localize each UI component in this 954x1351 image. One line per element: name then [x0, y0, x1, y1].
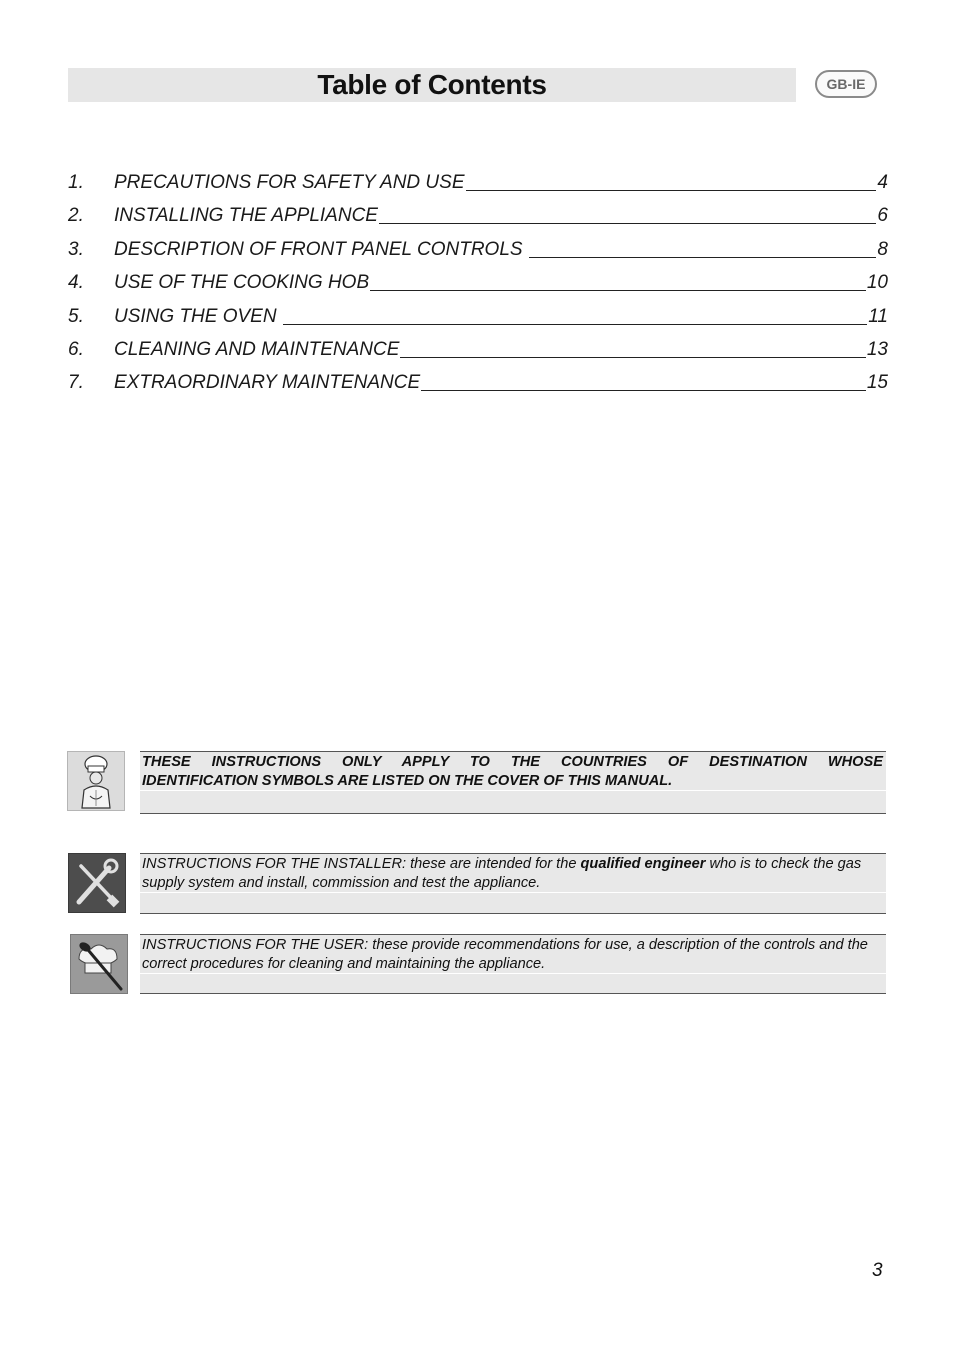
toc-leader-line — [370, 290, 866, 291]
toc-entry-number: 2. — [68, 205, 84, 227]
page-title: Table of Contents — [317, 69, 547, 100]
destination-notice — [140, 751, 886, 814]
toc-entry-number: 6. — [68, 338, 84, 360]
destination-notice-line2: IDENTIFICATION SYMBOLS ARE LISTED ON THE COVER OF THIS MANUAL. — [142, 773, 673, 789]
installer-text-before: INSTRUCTIONS FOR THE INSTALLER: these are intended for the — [142, 856, 581, 872]
toc-entry-label: USE OF THE COOKING HOB — [114, 272, 370, 294]
toc-entry[interactable] — [68, 272, 888, 305]
destination-notice-line1: THESE INSTRUCTIONS ONLY APPLY TO THE COUNTRIES OF DESTINATION WHOSE — [142, 754, 883, 770]
toc-entry-label: DESCRIPTION OF FRONT PANEL CONTROLS — [114, 238, 528, 260]
toc-entry[interactable] — [68, 372, 888, 405]
toc-leader-line — [379, 223, 876, 224]
toc-entry[interactable] — [68, 239, 888, 272]
toc-entry-page: 4 — [877, 172, 888, 193]
toc-entry-label: USING THE OVEN — [114, 305, 282, 327]
toc-entry-number: 7. — [68, 372, 84, 394]
toc-leader-line — [466, 190, 877, 191]
wrench-screwdriver-icon — [68, 853, 126, 913]
installer-text-after: who is to check the gas supply system and install, commission and test the appliance. — [142, 856, 862, 891]
toc-leader-line — [421, 390, 866, 391]
language-badge: GB-IE — [815, 70, 877, 98]
toc-entry-page: 13 — [866, 338, 888, 360]
page-number: 3 — [872, 1260, 883, 1281]
toc-entry-page: 15 — [866, 372, 888, 394]
toc-entry-number: 4. — [68, 272, 84, 294]
user-notice-text: INSTRUCTIONS FOR THE USER: these provide recommendations for use, a description of the controls and the correct procedures for cleaning and maintaining the appliance. — [142, 937, 868, 972]
toc-entry-number: 1. — [68, 172, 84, 193]
destination-notice-text — [140, 752, 886, 791]
installer-notice-text — [140, 854, 886, 893]
toc-entry[interactable] — [68, 339, 888, 372]
table-of-contents — [68, 172, 888, 406]
toc-entry-label: INSTALLING THE APPLIANCE — [114, 205, 378, 227]
toc-entry-label: PRECAUTIONS FOR SAFETY AND USE — [114, 172, 465, 193]
divider — [140, 892, 886, 893]
toc-entry-page: 10 — [866, 272, 888, 294]
divider — [140, 973, 886, 974]
toc-entry-page: 8 — [877, 238, 888, 260]
installer-notice — [140, 853, 886, 914]
toc-entry[interactable] — [68, 306, 888, 339]
spoon-chef-hat-icon — [70, 934, 128, 994]
title-bar — [68, 68, 796, 102]
toc-entry[interactable] — [68, 172, 888, 205]
toc-entry-label: EXTRAORDINARY MAINTENANCE — [114, 372, 421, 394]
toc-entry-page: 6 — [877, 205, 888, 227]
toc-entry-number: 3. — [68, 238, 84, 260]
installer-text-bold: qualified engineer — [580, 856, 706, 872]
toc-entry-label: CLEANING AND MAINTENANCE — [114, 338, 400, 360]
toc-entry-page: 11 — [868, 305, 888, 327]
toc-entry[interactable] — [68, 205, 888, 238]
toc-leader-line — [529, 257, 877, 258]
divider — [140, 790, 886, 791]
toc-entry-number: 5. — [68, 305, 84, 327]
toc-leader-line — [400, 357, 865, 358]
toc-leader-line — [283, 324, 867, 325]
chef-icon — [67, 751, 125, 811]
user-notice — [140, 934, 886, 994]
